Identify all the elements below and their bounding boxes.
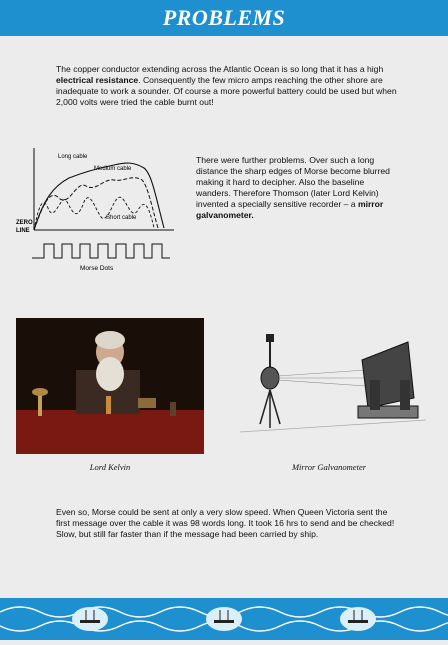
line-label: LINE [16, 228, 30, 234]
medium-cable-curve [34, 178, 158, 230]
intro-text-b: . Consequently the few micro amps reaching the other shore are inadequate to work a sounder. Of course a more powerful battery could be used but when 2,000 volts were tried the cable burnt out! [56, 75, 397, 107]
signal-diagram [14, 128, 184, 276]
conclusion-paragraph: Even so, Morse could be sent at only a very slow speed. When Queen Victoria sent the first message over the cable it was 98 words long. It took 16 hrs to send and be checked! Slow, but still far faster than if the message had been carried by ship. [56, 507, 395, 539]
lord-kelvin-photo [16, 318, 204, 454]
short-cable-label: Short cable [106, 215, 137, 221]
morse-dots-waveform [32, 244, 170, 258]
intro-text-a: The copper conductor extending across the Atlantic Ocean is so long that it has a high [56, 64, 384, 74]
ship-icon [72, 607, 108, 631]
problems-bold-term: mirror galvanometer. [196, 199, 384, 220]
right-photo-caption: Mirror Galvanometer [291, 462, 367, 472]
problems-text: There were further problems. Over such a long distance the sharp edges of Morse become blurred making it hard to decipher. Also the baseline wanders. Therefore Thomson (later Lord Kelvin) invented a specially sensitive recorder – a [196, 155, 390, 209]
ship-icon [340, 607, 376, 631]
left-photo-caption: Lord Kelvin [89, 462, 131, 472]
intro-paragraph [56, 64, 401, 108]
long-cable-curve [34, 163, 164, 230]
morse-dots-label: Morse Dots [80, 265, 114, 272]
long-cable-label: Long cable [58, 154, 88, 160]
intro-bold-term: electrical resistance [56, 75, 139, 85]
problems-paragraph [196, 155, 401, 221]
mirror-galvanometer-engraving [230, 320, 428, 454]
medium-cable-label: Medium cable [94, 166, 132, 172]
footer-banner [0, 598, 448, 640]
zero-label: ZERO [16, 220, 33, 226]
ship-icon [206, 607, 242, 631]
page-title: PROBLEMS [162, 5, 286, 30]
header-banner [0, 0, 448, 36]
short-cable-curve [34, 197, 154, 230]
